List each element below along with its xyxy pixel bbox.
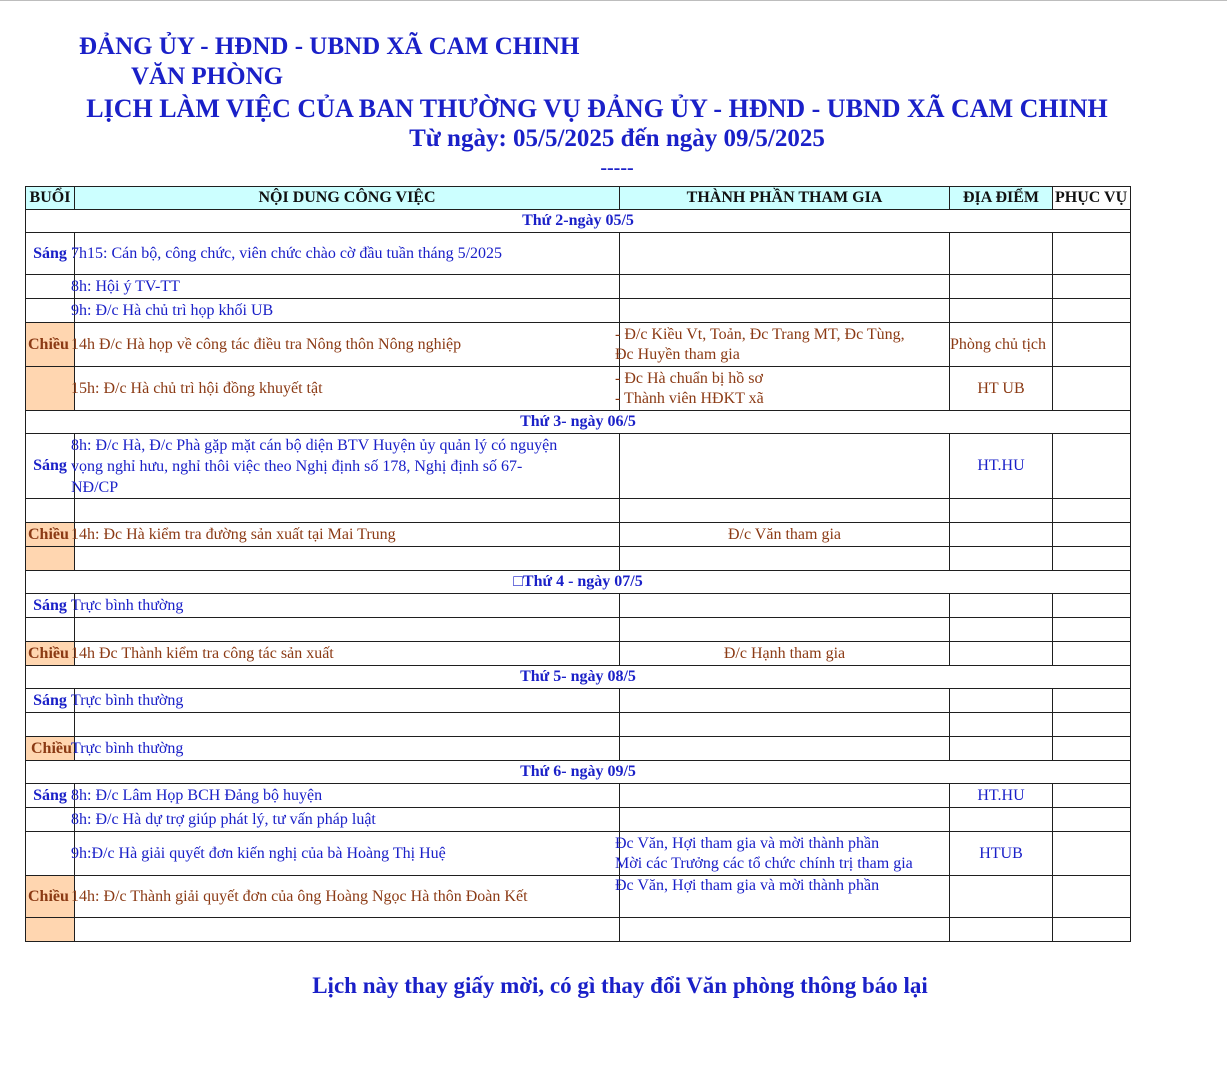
day-label-friday: Thứ 6- ngày 09/5 (26, 761, 1131, 784)
table-row (26, 876, 1131, 918)
task-content: 9h:Đ/c Hà giải quyết đơn kiến nghị của bà Hoàng Thị Huệ (75, 832, 620, 876)
participants (620, 808, 950, 832)
task-content: Trực bình thường (75, 594, 620, 618)
session-morning: Sáng (26, 594, 75, 618)
page-title: LỊCH LÀM VIỆC CỦA BAN THƯỜNG VỤ ĐẢNG ỦY - HĐND - UBND XÃ CAM CHINH (86, 94, 1108, 123)
location: HT UB (950, 367, 1053, 411)
service (1053, 784, 1131, 808)
service (1053, 713, 1131, 737)
table-row (26, 547, 1131, 571)
service (1053, 642, 1131, 666)
service (1053, 323, 1131, 367)
session-afternoon: Chiều (26, 876, 75, 918)
table-row (26, 367, 1131, 411)
table-row (26, 737, 1131, 761)
location (950, 713, 1053, 737)
schedule-table (25, 186, 1131, 942)
date-range: Từ ngày: 05/5/2025 đến ngày 09/5/2025 (409, 125, 825, 152)
task-content: 14h: Đ/c Thành giải quyết đơn của ông Hoàng Ngọc Hà thôn Đoàn Kết (75, 876, 620, 918)
table-row (26, 918, 1131, 942)
participants (620, 784, 950, 808)
session-afternoon: Chiều (26, 323, 75, 367)
session-empty (26, 618, 75, 642)
location: HTUB (950, 832, 1053, 876)
table-row (26, 689, 1131, 713)
day-label-wednesday: □Thứ 4 - ngày 07/5 (26, 571, 1131, 594)
location: HT.HU (950, 434, 1053, 499)
service (1053, 618, 1131, 642)
table-row (26, 275, 1131, 299)
service (1053, 808, 1131, 832)
session-morning: Sáng (26, 689, 75, 713)
table-header-row (26, 187, 1131, 210)
location (950, 642, 1053, 666)
participants: Đ/c Văn tham gia (620, 523, 950, 547)
table-row (26, 233, 1131, 275)
session-empty (26, 547, 75, 571)
task-content (75, 918, 620, 942)
task-content: 14h Đ/c Hà họp về công tác điều tra Nông thôn Nông nghiệp (75, 323, 620, 367)
task-content: 14h: Đc Hà kiểm tra đường sản xuất tại Mai Trung (75, 523, 620, 547)
location (950, 808, 1053, 832)
col-header-thanh-phan: THÀNH PHẦN THAM GIA (620, 187, 950, 210)
org-name: ĐẢNG ỦY - HĐND - UBND XÃ CAM CHINH (79, 33, 580, 60)
day-row (26, 210, 1131, 233)
day-row (26, 571, 1131, 594)
task-content: Trực bình thường (75, 689, 620, 713)
service (1053, 832, 1131, 876)
service (1053, 594, 1131, 618)
task-content: 15h: Đ/c Hà chủ trì hội đồng khuyết tật (75, 367, 620, 411)
participants (620, 689, 950, 713)
session-empty (26, 808, 75, 832)
service (1053, 547, 1131, 571)
location (950, 876, 1053, 918)
task-content (75, 713, 620, 737)
location (950, 918, 1053, 942)
day-label-tuesday: Thứ 3- ngày 06/5 (26, 411, 1131, 434)
session-morning: Sáng (26, 233, 75, 275)
day-label-monday: Thứ 2-ngày 05/5 (26, 210, 1131, 233)
col-header-phuc-vu: PHỤC VỤ (1053, 187, 1131, 210)
session-empty (26, 918, 75, 942)
col-header-buoi: BUỔI (26, 187, 75, 210)
day-row (26, 411, 1131, 434)
participants (620, 499, 950, 523)
task-content: 8h: Đ/c Lâm Họp BCH Đảng bộ huyện (75, 784, 620, 808)
participants: Đc Văn, Hợi tham gia và mời thành phần (620, 876, 950, 918)
session-afternoon: Chiều (26, 523, 75, 547)
location: HT.HU (950, 784, 1053, 808)
separator: ----- (600, 157, 634, 179)
location (950, 275, 1053, 299)
table-row (26, 594, 1131, 618)
service (1053, 367, 1131, 411)
participants (620, 594, 950, 618)
table-row (26, 523, 1131, 547)
location (950, 499, 1053, 523)
day-row (26, 761, 1131, 784)
session-empty (26, 713, 75, 737)
service (1053, 523, 1131, 547)
service (1053, 689, 1131, 713)
location (950, 299, 1053, 323)
location (950, 618, 1053, 642)
col-header-noi-dung: NỘI DUNG CÔNG VIỆC (75, 187, 620, 210)
task-content: 7h15: Cán bộ, công chức, viên chức chào cờ đầu tuần tháng 5/2025 (75, 233, 620, 275)
session-morning: Sáng (26, 784, 75, 808)
task-content (75, 547, 620, 571)
task-content (75, 499, 620, 523)
session-afternoon: Chiều (26, 737, 75, 761)
location (950, 547, 1053, 571)
task-content: 8h: Đ/c Hà, Đ/c Phà gặp mặt cán bộ diện BTV Huyện ủy quản lý có nguyện vọng nghỉ hưu, nghỉ thôi việc theo Nghị định số 178, Nghị định số 67- NĐ/CP (75, 434, 620, 499)
service (1053, 499, 1131, 523)
session-empty (26, 499, 75, 523)
participants (620, 918, 950, 942)
session-afternoon: Chiều (26, 642, 75, 666)
location (950, 233, 1053, 275)
footer-note: Lịch này thay giấy mời, có gì thay đổi Văn phòng thông báo lại (312, 973, 928, 998)
table-row (26, 832, 1131, 876)
session-empty (26, 832, 75, 876)
location: Phòng chủ tịch (950, 323, 1053, 367)
service (1053, 434, 1131, 499)
participants (620, 299, 950, 323)
participants (620, 547, 950, 571)
participants (620, 618, 950, 642)
service (1053, 918, 1131, 942)
participants (620, 233, 950, 275)
session-empty (26, 299, 75, 323)
table-row (26, 299, 1131, 323)
top-border (0, 0, 1227, 1)
participants (620, 737, 950, 761)
session-empty (26, 275, 75, 299)
col-header-dia-diem: ĐỊA ĐIỂM (950, 187, 1053, 210)
service (1053, 737, 1131, 761)
participants (620, 434, 950, 499)
participants (620, 713, 950, 737)
table-row (26, 713, 1131, 737)
table-row (26, 808, 1131, 832)
table-row (26, 323, 1131, 367)
session-empty (26, 367, 75, 411)
location (950, 594, 1053, 618)
table-row (26, 618, 1131, 642)
service (1053, 876, 1131, 918)
participants: Đ/c Hạnh tham gia (620, 642, 950, 666)
table-row (26, 642, 1131, 666)
location (950, 689, 1053, 713)
task-content: 8h: Hội ý TV-TT (75, 275, 620, 299)
table-row (26, 434, 1131, 499)
task-content: Trực bình thường (75, 737, 620, 761)
day-row (26, 666, 1131, 689)
day-label-thursday: Thứ 5- ngày 08/5 (26, 666, 1131, 689)
office-name: VĂN PHÒNG (131, 63, 284, 90)
service (1053, 299, 1131, 323)
participants: - Đc Hà chuẩn bị hồ sơ - Thành viên HĐKT xã (620, 367, 950, 411)
task-content: 8h: Đ/c Hà dự trợ giúp phát lý, tư vấn pháp luật (75, 808, 620, 832)
location (950, 737, 1053, 761)
service (1053, 233, 1131, 275)
table-row (26, 499, 1131, 523)
participants: Đc Văn, Hợi tham gia và mời thành phần Mời các Trưởng các tổ chức chính trị tham gia (620, 832, 950, 876)
task-content: 9h: Đ/c Hà chủ trì họp khối UB (75, 299, 620, 323)
table-row (26, 784, 1131, 808)
session-morning: Sáng (26, 434, 75, 499)
service (1053, 275, 1131, 299)
participants (620, 275, 950, 299)
participants: - Đ/c Kiều Vt, Toản, Đc Trang MT, Đc Tùng, Đc Huyền tham gia (620, 323, 950, 367)
task-content (75, 618, 620, 642)
task-content: 14h Đc Thành kiểm tra công tác sản xuất (75, 642, 620, 666)
location (950, 523, 1053, 547)
